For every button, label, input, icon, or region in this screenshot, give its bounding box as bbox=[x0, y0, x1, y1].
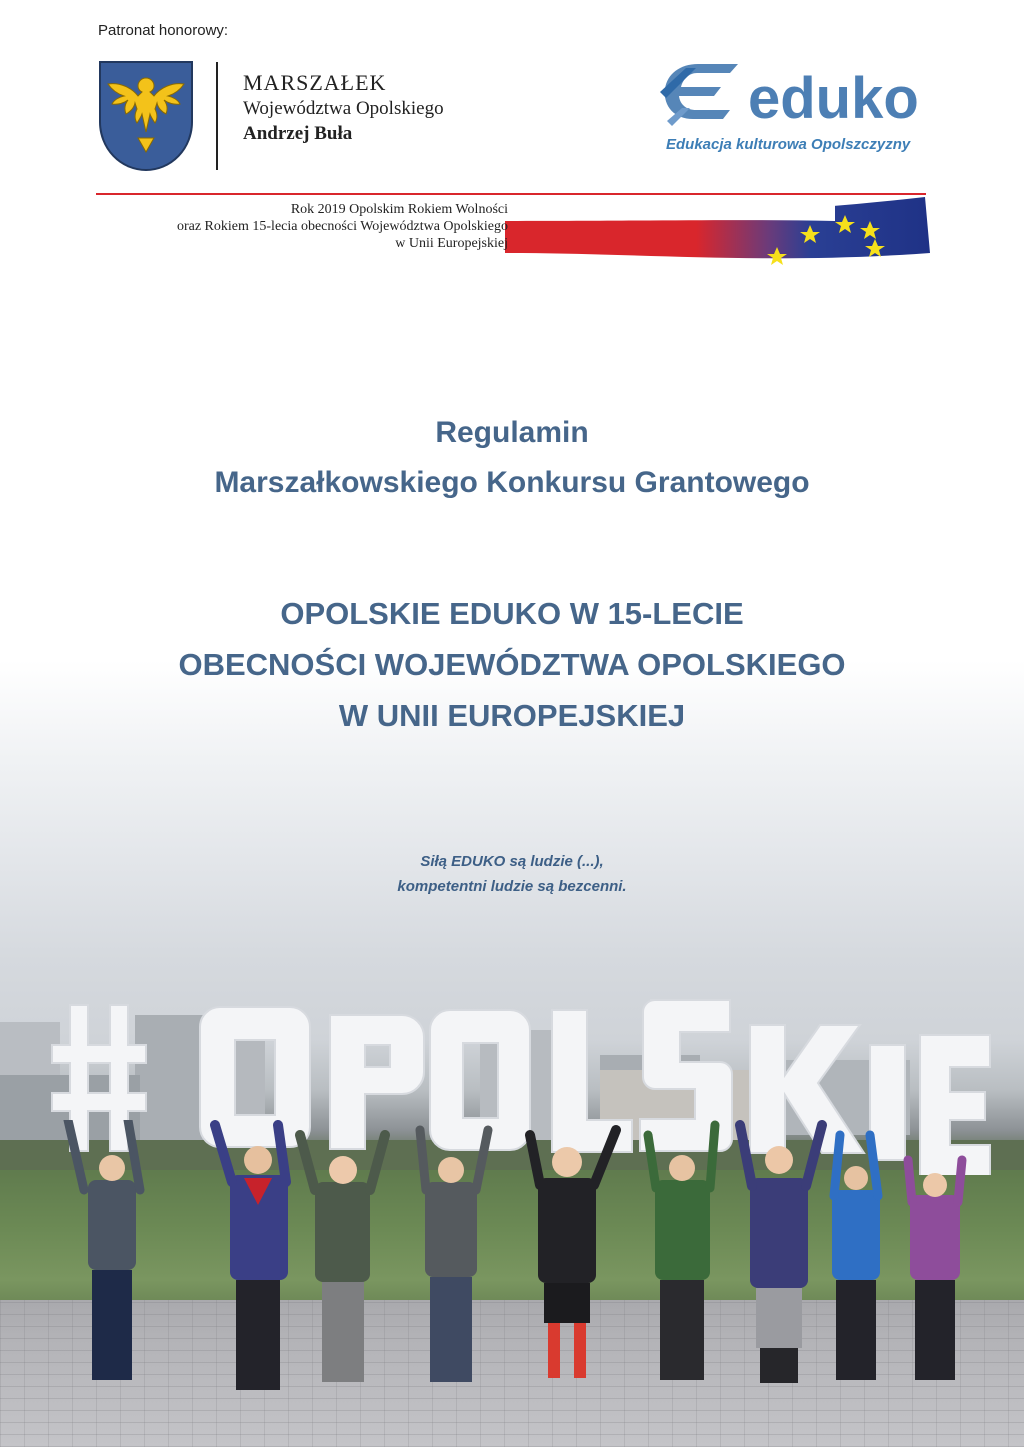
anniversary-line-1: Rok 2019 Opolskim Rokiem Wolności bbox=[290, 202, 508, 217]
eduko-tagline: Edukacja kulturowa Opolszczyzny bbox=[666, 136, 911, 153]
quote-line-1: Siłą EDUKO są ludzie (...), bbox=[420, 853, 604, 870]
anniversary-line-2: oraz Rokiem 15-lecia obecności Województwa Opolskiego bbox=[176, 219, 508, 234]
quote-line-2: kompetentni ludzie są bezcenni. bbox=[397, 878, 627, 895]
headline-line-1: OPOLSKIE EDUKO W 15-LECIE bbox=[280, 596, 744, 631]
marszalek-title: MARSZAŁEK bbox=[243, 70, 387, 95]
headline-line-2: OBECNOŚCI WOJEWÓDZTWA OPOLSKIEGO bbox=[178, 647, 846, 682]
patronage-label: Patronat honorowy: bbox=[98, 22, 229, 39]
document-title-line-2: Marszałkowskiego Konkursu Grantowego bbox=[214, 466, 810, 499]
anniversary-line-3: w Unii Europejskiej bbox=[395, 236, 508, 251]
eduko-logo-text: eduko bbox=[748, 66, 919, 131]
eduko-logo bbox=[660, 60, 930, 135]
document-title-line-1: Regulamin bbox=[435, 416, 589, 449]
opole-eagle-crest-icon bbox=[98, 60, 194, 172]
headline-line-3: W UNII EUROPEJSKIEJ bbox=[338, 698, 686, 733]
pl-eu-flag-banner bbox=[505, 195, 930, 267]
marszalek-name: Andrzej Buła bbox=[243, 123, 353, 144]
anniversary-text bbox=[96, 201, 508, 252]
header-divider bbox=[216, 62, 218, 170]
scouts-group bbox=[60, 1120, 980, 1410]
marszalek-subtitle: Województwa Opolskiego bbox=[243, 98, 444, 119]
